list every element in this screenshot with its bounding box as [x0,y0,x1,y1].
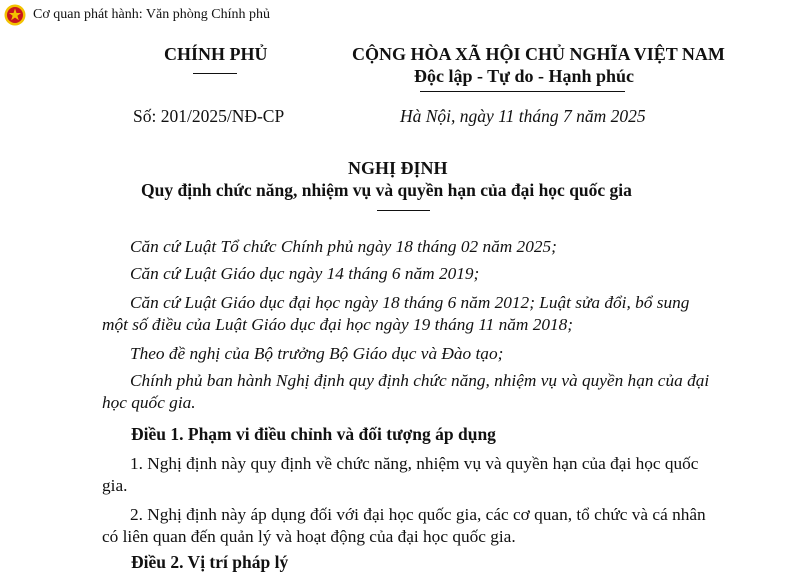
article-1-heading: Điều 1. Phạm vi điều chỉnh và đối tượng áp dụng [131,424,496,444]
article-1-clause: 1. Nghị định này quy định về chức năng, nhiệm vụ và quyền hạn của đại học quốc gia. [102,454,699,495]
agency-underline [193,73,237,74]
agency-name: CHÍNH PHỦ [164,44,268,64]
place-date: Hà Nội, ngày 11 tháng 7 năm 2025 [400,106,646,126]
motto-underline [420,91,625,92]
article-2-heading: Điều 2. Vị trí pháp lý [131,552,289,572]
title-underline [377,210,430,211]
preamble-item: Căn cứ Luật Giáo dục ngày 14 tháng 6 năm 2019; [130,264,480,283]
document-type: NGHỊ ĐỊNH [348,158,448,178]
preamble-item: Chính phủ ban hành Nghị định quy định chức năng, nhiệm vụ và quyền hạn của đại học quốc gia. [102,371,710,412]
national-motto: Độc lập - Tự do - Hạnh phúc [414,66,635,86]
preamble-item: Căn cứ Luật Giáo dục đại học ngày 18 tháng 6 năm 2012; Luật sửa đổi, bổ sung một số điều của Luật Giáo dục đại học ngày 19 tháng 11 năm 2018; [102,293,690,334]
national-emblem-icon [4,4,26,26]
preamble-item: Theo đề nghị của Bộ trưởng Bộ Giáo dục và Đào tạo; [130,344,504,363]
document-number: Số: 201/2025/NĐ-CP [133,106,285,126]
country-name: CỘNG HÒA XÃ HỘI CHỦ NGHĨA VIỆT NAM [352,44,725,64]
document-subject: Quy định chức năng, nhiệm vụ và quyền hạn của đại học quốc gia [141,180,632,200]
issuer-label: Cơ quan phát hành: Văn phòng Chính phủ [33,7,270,22]
preamble-item: Căn cứ Luật Tổ chức Chính phủ ngày 18 tháng 02 năm 2025; [130,237,557,256]
article-1-clause: 2. Nghị định này áp dụng đối với đại học quốc gia, các cơ quan, tổ chức và cá nhân có liên quan đến quản lý và hoạt động của đại học quốc gia. [102,505,706,546]
